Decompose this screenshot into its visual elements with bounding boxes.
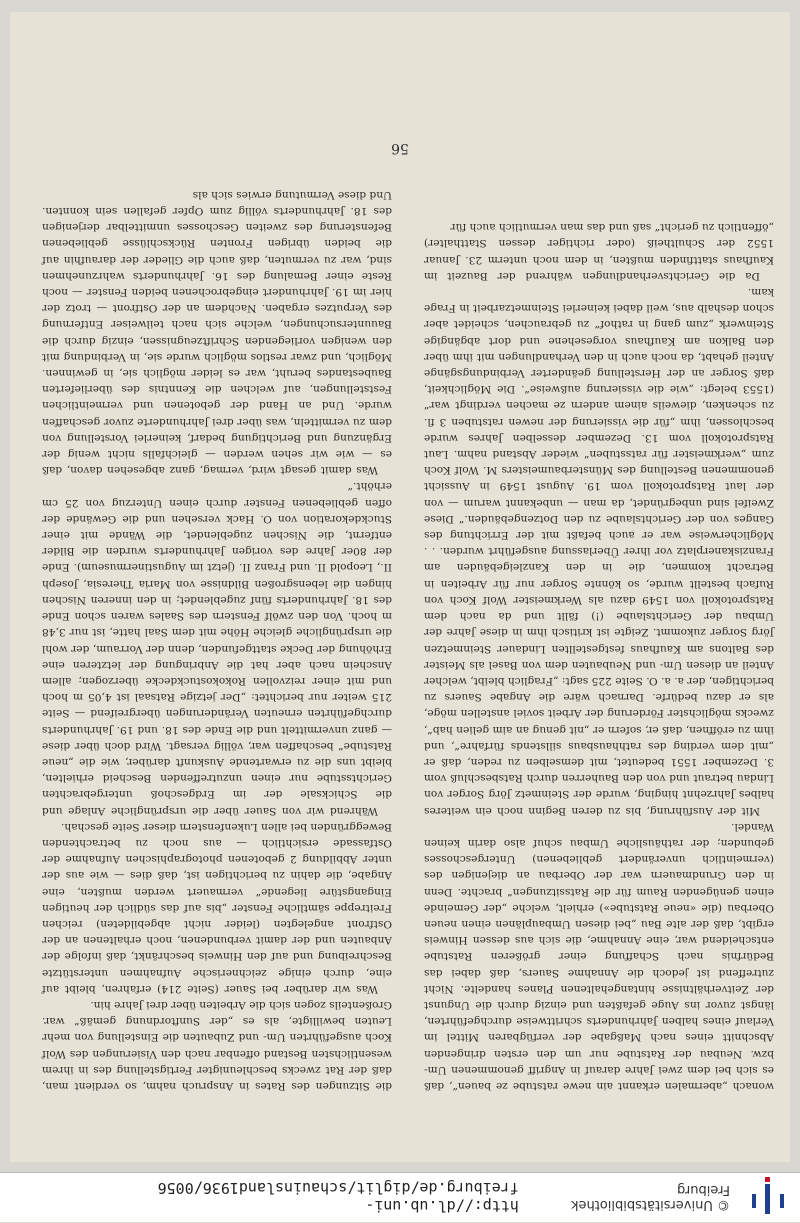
text-column-left bbox=[424, 219, 774, 1094]
page-number: 56 bbox=[391, 140, 409, 156]
book-page bbox=[10, 12, 790, 1162]
university-logo-icon bbox=[736, 1173, 800, 1223]
paragraph: Mit der Ausführung, bis zu deren Beginn noch ein weiteres halbes Jahrzehnt hinging, wurde der Steinmetz Jörg Sorger von Lindau betraut und von den Bauherren durch Ratsbeschluß vom 3. Dezember 1551 bedeutet, mit demselben zu reden, daß er „mit dem verding des rathhausbaus sillstends fürfahre“, und ihm zu eröffnen, daß er, sofern er „nit genug an aim gelien hab“, zwecks möglichster Förderung der Arbeit soviel anstellen möge, als er dazu bedürfe. Darnach wäre die Angabe Sauers zu berichtigen, der a. a. O. Seite 225 sagt: „Fraglich bleibt, welcher Anteil an diesen Um- und Neubauten dem von Basel als Meister des Baltons am Kaufhaus festgestellten Lindauer Steinmetzen Jörg Sorger zukommt. Zeigte ist kritisch ihm in diese Jahre der Umbau der Gerichtslaube (!) fällt und da nach dem Ratsprotokoll von 1549 dazu als Werkmeister Wolf Koch von Rufach bestellt wurde, so könnte Sorger nur für Arbeiten in Betracht kommen, die in den Kanzleigebäuden am Franziskanerplatz vor ihrer Überlassung ausgeführt wurden. . . Möglicherweise war er auch befaßt mit der Errichtung des Ganges von der Gerichtslaube zu den Dotzengebäuden.“ Diese Zweifel sind unbegründet, da man — unbekannt warum — von der laut Ratsprotokoll vom 19. August 1549 in Aussicht genommenen Bestellung des Münsterbaumeisters M. Wolf Koch zum „werkmeister für ratsstuben“ wieder Abstand nahm. Laut Ratsprotokoll vom 13. Dezember desselben Jahres wurde beschlossen, ihm „für die vissierung der newen ratstuben 3 fl. zu schenken, dieweils ainem andern ze machen verdingt war“ (1553 belegt: „wie die vissierung außweise“. Die Möglichkeit, daß Sorger an der Herstellung geänderter Verbindungsgänge Anteil gehabt, da noch auch in den Verhandlungen mit ihm über den Balkon am Kaufhaus vorgesehene und dort abgängige Steinwerk „zum gang in rathof“ zu gebrauchen, scheidet aber schon deshalb aus, weil dabei keinerlei Steinmetzarbeit in Frage kam. bbox=[424, 286, 774, 817]
copyright-notice: © Universitätsbibliothek Freiburg bbox=[570, 1182, 730, 1213]
permalink-url[interactable]: http://dl.ub.uni-freiburg.de/diglit/schauinsland1936/0056 bbox=[157, 1179, 519, 1216]
paragraph: Während wir von Sauer über die ursprüngliche Anlage und die Schicksale der im Erdgeschoß untergebrachten Gerichtsstube nur einen unzutreffenden Bescheid erhielten, bleibt uns die zu erwartende Auskunft darüber, wie die „neue Ratstube“ beschaffen war, völlig versagt. Wird doch über diese — ganz unvermittelt und die Ende des 18. und 19. Jahrhunderts durchgeführten erneuten Veränderungen übergreifend — Seite 215 weiter nur berichtet: „Der jetzige Ratsaal ist 4,05 m hoch und mit einer reizvollen Rokokostuckdecke überzogen; allem Anschein nach aber hat die Anbringung der letzteren eine Erhöhung der Decke stattgefunden, denn der Vorraum, der wohl die ursprüngliche gleiche Höhe mit dem Saal hatte, ist nur 3,48 m hoch. Von den zwölf Fenstern des Saales waren schon Ende des 18. Jahrhunderts fünf zugeblendet; in den inneren Nischen hingen die lebensgroßen Bildnisse von Maria Theresia, Joseph II., Leopold II. und Franz II. (jetzt im Augustinermuseum). Ende der 80er Jahre des vorigen Jahrhunderts wurden die Bilder entfernt, die Nischen zugeblendet, die Wände mit einer Stuckdekoration von O. Hack versehen und die Gewände der offen gebliebenen Fenster durch einen Unterzug von 25 cm erhöht.“ bbox=[42, 480, 392, 817]
library-banner bbox=[0, 1172, 800, 1222]
paragraph: wonach „abermalen erkannt ain newe ratstube ze bauen“, daß es sich bei dem zwei Jahre darauf in Angriff genommenen Um- bzw. Neubau der Ratstube nur um den ersten dringenden Abschnitt eines nach Maßgabe der verfügbaren Mittel im Verlauf eines halben Jahrhunderts schrittweise durchgeführten, längst zuvor ins Auge gefaßten und einzig durch die Ungunst der Zeitverhältnisse hintangehaltenen Planes handelte. Nicht zutreffend ist jedoch die Annahme Sauers, daß dabei das Bedürfnis nach Schaffung einer größeren Ratstube entscheidend war, eine Annahme, die sich aus dessen Hinweis ergibt, daß der alte Bau „bei diesen Umbauplänen einen neuen Oberbau (die «neue Ratstube») erhielt, welche „der Gemeinde einen genügenden Raum für die Ratssitzungen“ brachte. Denn in den Grundmauern war der Oberbau an diejenigen des (vermeintlich unverändert gebliebenen) Untergeschosses gebunden; der rathäusliche Umbau schuf also darin keinen Wandel. bbox=[424, 820, 774, 1092]
paragraph: Da die Gerichtsverhandlungen während der Bauzeit im Kaufhaus stattfinden mußten, in dem noch unterm 23. Januar 1552 der Schultheiß (oder richtiger dessen Statthalter) „öffentlich zu gericht“ saß und das man vermutlich auch für bbox=[424, 221, 774, 282]
paragraph: Was damit gesagt wird, vermag, ganz abgesehen davon, daß es — wie wir sehen werden — gleichfalls nicht wenig der Ergänzung und Berichtigung bedarf, keinerlei Vorstellung von dem zu vermitteln, was über drei Jahrhunderte zuvor geschaffen wurde. Und an Hand der gebotenen und vermeintlichen Feststellungen, auf welchen die Kenntnis des überlieferten Baubestandes beruht, war es leider möglich sie, in gewinnen. Möglich, und zwar restlos möglich wurde sie, in Verbindung mit den wenigen vorliegenden Schriftzeugnissen, einzig durch die Bauuntersuchungen, welche sich nach teilweiser Entfernung des Verputzes ergaben. Nachdem an der Ostfront — trotz der hier im 19. Jahrhundert eingebrochenen beiden Fenster — noch Reste einer Bemalung des 16. Jahrhunderts wahrzunehmen sind, war zu vermuten, daß auch die Glieder der daraufhin auf die beiden übrigen Fronten Rückschlüsse gebliebenen Befensterung des zweiten Geschosses unmittelbar derjenigen des 18. Jahrhunderts völlig zum Opfer gefallen sein konnten. Und diese Vermutung erwies sich als bbox=[42, 188, 392, 477]
paragraph: Was wir darüber bei Sauer (Seite 214) erfahren, bleibt auf eine, durch einige zeichnerische Aufnahmen unterstützte Beschreibung und auf den Hinweis beschränkt, daß infolge der Anbauten und der damit verbundenen, noch erhaltenen an der Ostfront angelegten (leider nicht abgebildeten) reichen Freitreppe sämtliche Fenster „bis auf das südlich der heutigen Eingangstüre liegende“ vermauert werden mußten, eine Angabe, die dahin zu berichtigen ist, daß dies — wie aus der unter Abbildung 2 gebotenen photographischen Aufnahme der Ostfassade ersichtlich — aus noch zu betrachtenden Beweggründen bei allen Lukenfenstern dieser Seite geschah. bbox=[42, 820, 392, 995]
paragraph: die Sitzungen des Rates in Anspruch nahm, so verdient man, daß der Rat zwecks beschleunigter Fertigstellung des in ihrem wesentlichsten Bestand offenbar nach den Visierungen des Wolf Koch ausgeführten Um- und Zubauten die Einstellung von mehr Leuten bewilligte, als es „der Sunftordnung gemäß“ war. Großenteils zogen sich die Arbeiten über drei Jahre hin. bbox=[42, 998, 392, 1092]
text-column-right bbox=[42, 187, 392, 1094]
